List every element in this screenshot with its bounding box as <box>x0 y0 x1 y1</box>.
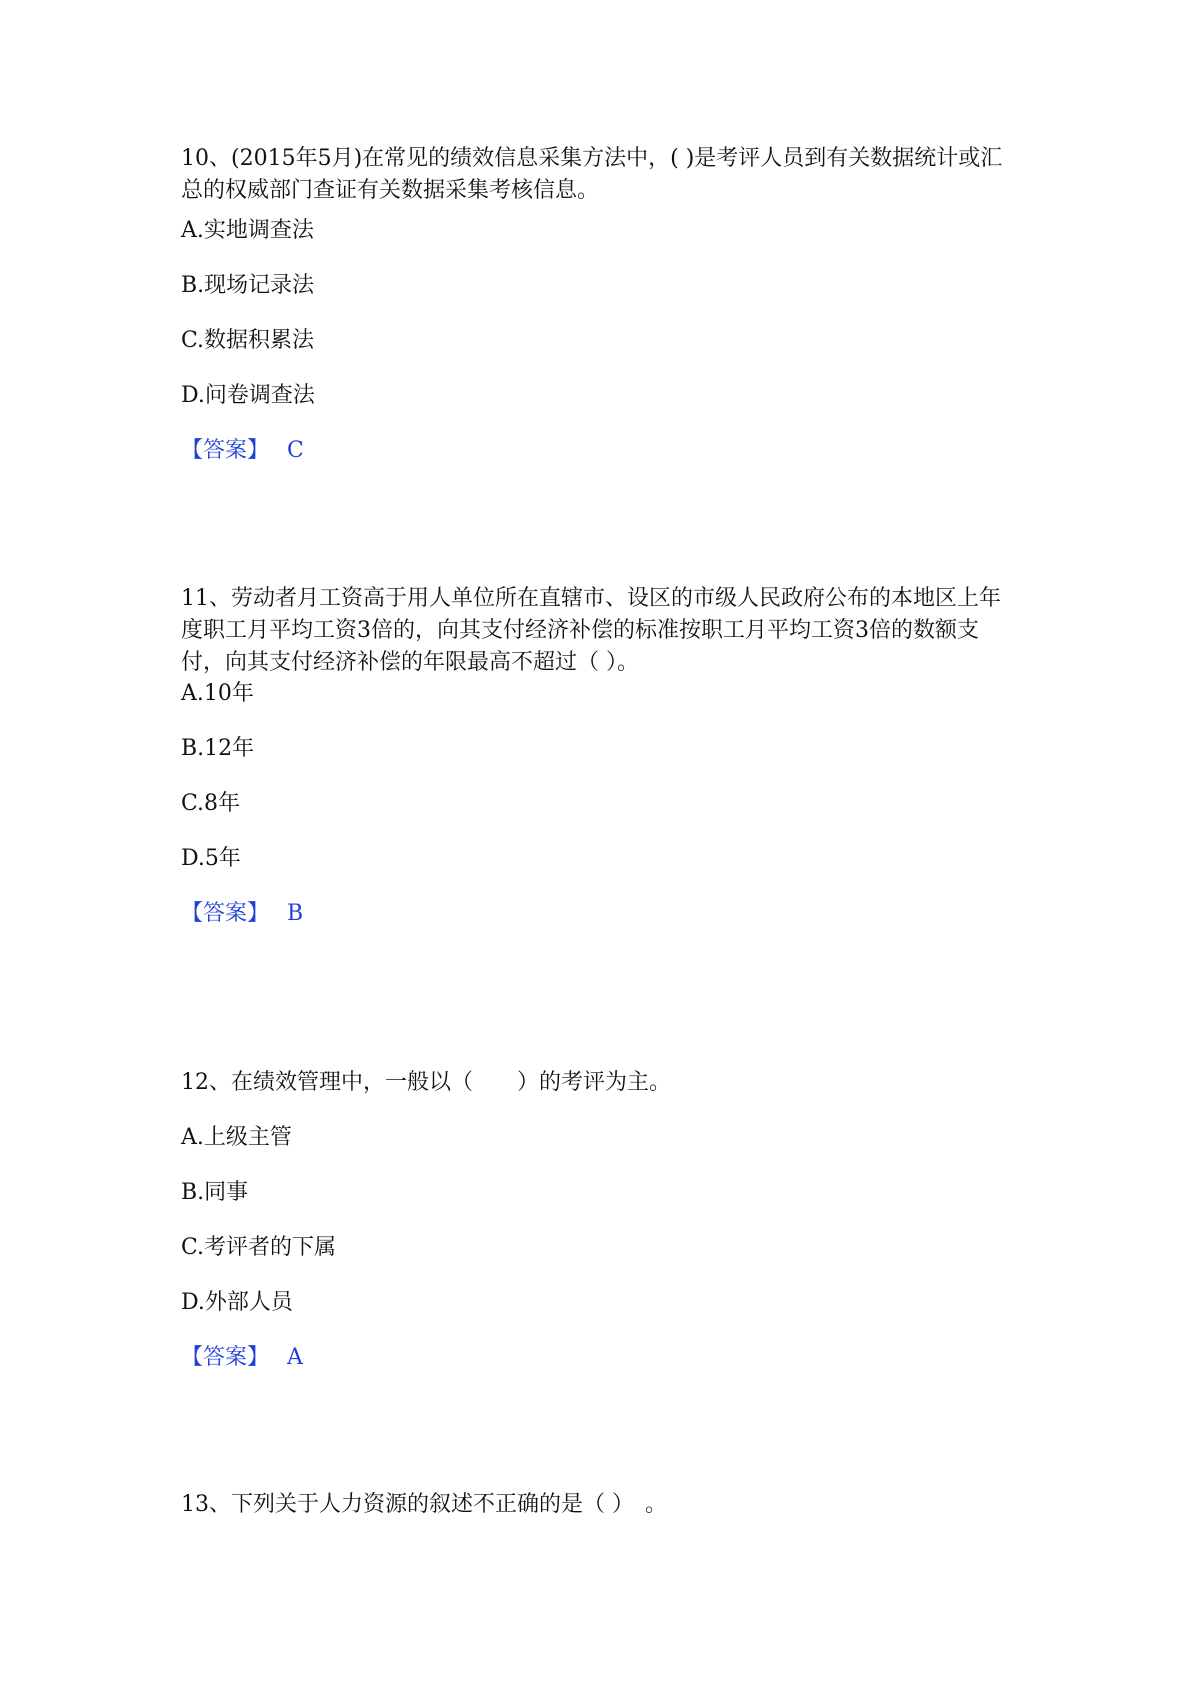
question-stem: 12、在绩效管理中，一般以（ ）的考评为主。 <box>181 1070 671 1095</box>
answer-value: C <box>287 438 304 463</box>
option-a: A.实地调查法 <box>181 218 314 243</box>
option-a: A.上级主管 <box>181 1125 292 1150</box>
answer-value: B <box>287 901 304 926</box>
option-d: D.外部人员 <box>181 1290 293 1315</box>
question-12 <box>181 1067 1011 1370</box>
option-b: B.同事 <box>181 1180 249 1205</box>
question-stem: 13、下列关于人力资源的叙述不正确的是（ ） 。 <box>181 1492 667 1517</box>
option-d: D.5年 <box>181 846 241 871</box>
question-13 <box>181 1489 1011 1521</box>
answer-label: 【答案】 <box>181 1345 270 1370</box>
question-10 <box>181 143 1011 463</box>
option-d: D.问卷调查法 <box>181 383 315 408</box>
option-c: C.8年 <box>181 791 241 816</box>
question-stem: 10、(2015年5月)在常见的绩效信息采集方法中，( )是考评人员到有关数据统计或汇总的权威部门查证有关数据采集考核信息。 <box>181 146 1003 203</box>
answer-line <box>181 898 303 930</box>
option-b: B.现场记录法 <box>181 273 315 298</box>
answer-line <box>181 435 304 467</box>
answer-label: 【答案】 <box>181 901 270 926</box>
answer-value: A <box>287 1345 303 1370</box>
answer-label: 【答案】 <box>181 438 270 463</box>
option-c: C.数据积累法 <box>181 328 315 353</box>
option-c: C.考评者的下属 <box>181 1235 337 1260</box>
option-a: A.10年 <box>181 681 254 706</box>
question-11 <box>181 583 1011 926</box>
question-stem: 11、劳动者月工资高于用人单位所在直辖市、设区的市级人民政府公布的本地区上年度职工月平均工资3倍的，向其支付经济补偿的标准按职工月平均工资3倍的数额支付，向其支付经济补偿的年限最高不超过（ ）。 <box>181 586 1001 675</box>
option-b: B.12年 <box>181 736 255 761</box>
answer-line <box>181 1342 303 1374</box>
